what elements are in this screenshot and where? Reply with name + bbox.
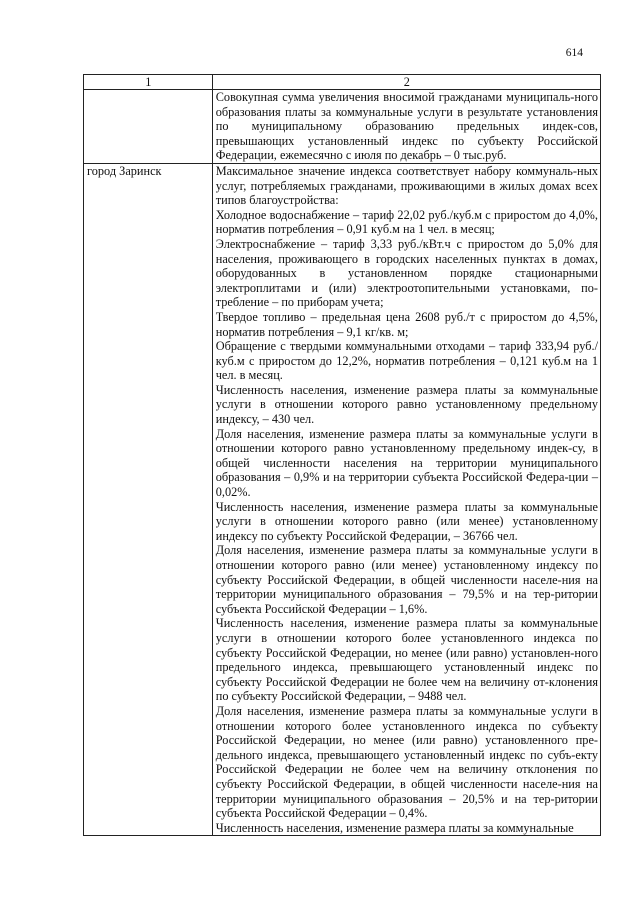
paragraph: Обращение с твердыми коммунальными отходами – тариф 333,94 руб./куб.м с приростом до 12,2%, норматив потребления – 0,121 куб.м на 1 чел. в месяц. bbox=[215, 339, 598, 383]
paragraph: Численность населения, изменение размера платы за коммунальные услуги в отношении которого более установленного индекса по субъекту Российской Федерации, но менее (или равно) установлен-ного предельного индекса, превышающего установленный индекс по субъекту Российской Федерации не более чем на величину от-клонения по субъекту Российской Федерации, – 9488 чел. bbox=[215, 616, 598, 704]
paragraph: Электроснабжение – тариф 3,33 руб./кВт.ч с приростом до 5,0% для населения, проживающего в городских населенных пунктах в домах, оборудованных в установленном порядке стационарными электроплитами и (или) электроотопительными установками, по-требление – по приборам учета; bbox=[215, 236, 598, 310]
table-row bbox=[84, 163, 601, 835]
paragraph: Доля населения, изменение размера платы за коммунальные услуги в отношении которого равно (или менее) установленному индексу по субъекту Российской Федерации, в общей численности населе-ния на территории муниципального образования – 79,5% и на тер-ритории субъекта Российской Федерации – 1,6%. bbox=[215, 543, 598, 616]
paragraph: Холодное водоснабжение – тариф 22,02 руб./куб.м с приростом до 4,0%, норматив потребления – 0,91 куб.м на 1 чел. в месяц; bbox=[215, 207, 598, 237]
description-cell bbox=[212, 90, 600, 164]
paragraph: Максимальное значение индекса соответствует набору коммуналь-ных услуг, потребляемых гражданами, проживающими в жилых домах всех типов благоустройства: bbox=[215, 163, 598, 208]
paragraph: Доля населения, изменение размера платы за коммунальные услуги в отношении которого более установленного индекса по субъекту Российской Федерации, но менее (или равно) установленного пре-дельного индекса, превышающего установленный индекс по субъ-екту Российской Федерации не более чем на величину отклонения по субъекту Российской Федерации, в общей численности населе-ния на территории муниципального образования – 20,5% и на тер-ритории субъекта Российской Федерации – 0,4%. bbox=[215, 703, 598, 821]
page-number: 614 bbox=[565, 47, 583, 59]
paragraph: Численность населения, изменение размера платы за коммунальные услуги в отношении которого равно (или менее) установленному индексу по субъекту Российской Федерации, – 36766 чел. bbox=[215, 499, 598, 543]
paragraph: Твердое топливо – предельная цена 2608 руб./т с приростом до 4,5%, норматив потребления – 9,1 кг/кв. м; bbox=[215, 309, 598, 339]
table-row bbox=[84, 90, 601, 164]
table-header-row bbox=[84, 75, 601, 90]
municipality-cell bbox=[84, 90, 213, 164]
header-col-2: 2 bbox=[212, 75, 600, 90]
description-cell bbox=[212, 163, 600, 835]
header-col-1: 1 bbox=[84, 75, 213, 90]
document-table bbox=[83, 74, 601, 836]
paragraph: Численность населения, изменение размера платы за коммунальные услуги в отношении которого равно установленному предельному индексу, – 430 чел. bbox=[215, 382, 598, 427]
paragraph: Численность населения, изменение размера платы за коммунальные bbox=[215, 820, 574, 835]
municipality-cell: город Заринск bbox=[84, 163, 213, 835]
paragraph: Доля населения, изменение размера платы за коммунальные услуги в отношении которого равно установленному предельному индек-су, в общей численности населения на территории муниципального образования – 0,9% и на территории субъекта Российской Федера-ции – 0,02%. bbox=[215, 426, 598, 500]
paragraph: Совокупная сумма увеличения вносимой гражданами муниципаль-ного образования платы за коммунальные услуги в результате установления по муниципальному образованию предельных индек-сов, превышающих установленный индекс по субъекту Российской Федерации, ежемесячно с июля по декабрь – 0 тыс.руб. bbox=[215, 90, 598, 163]
